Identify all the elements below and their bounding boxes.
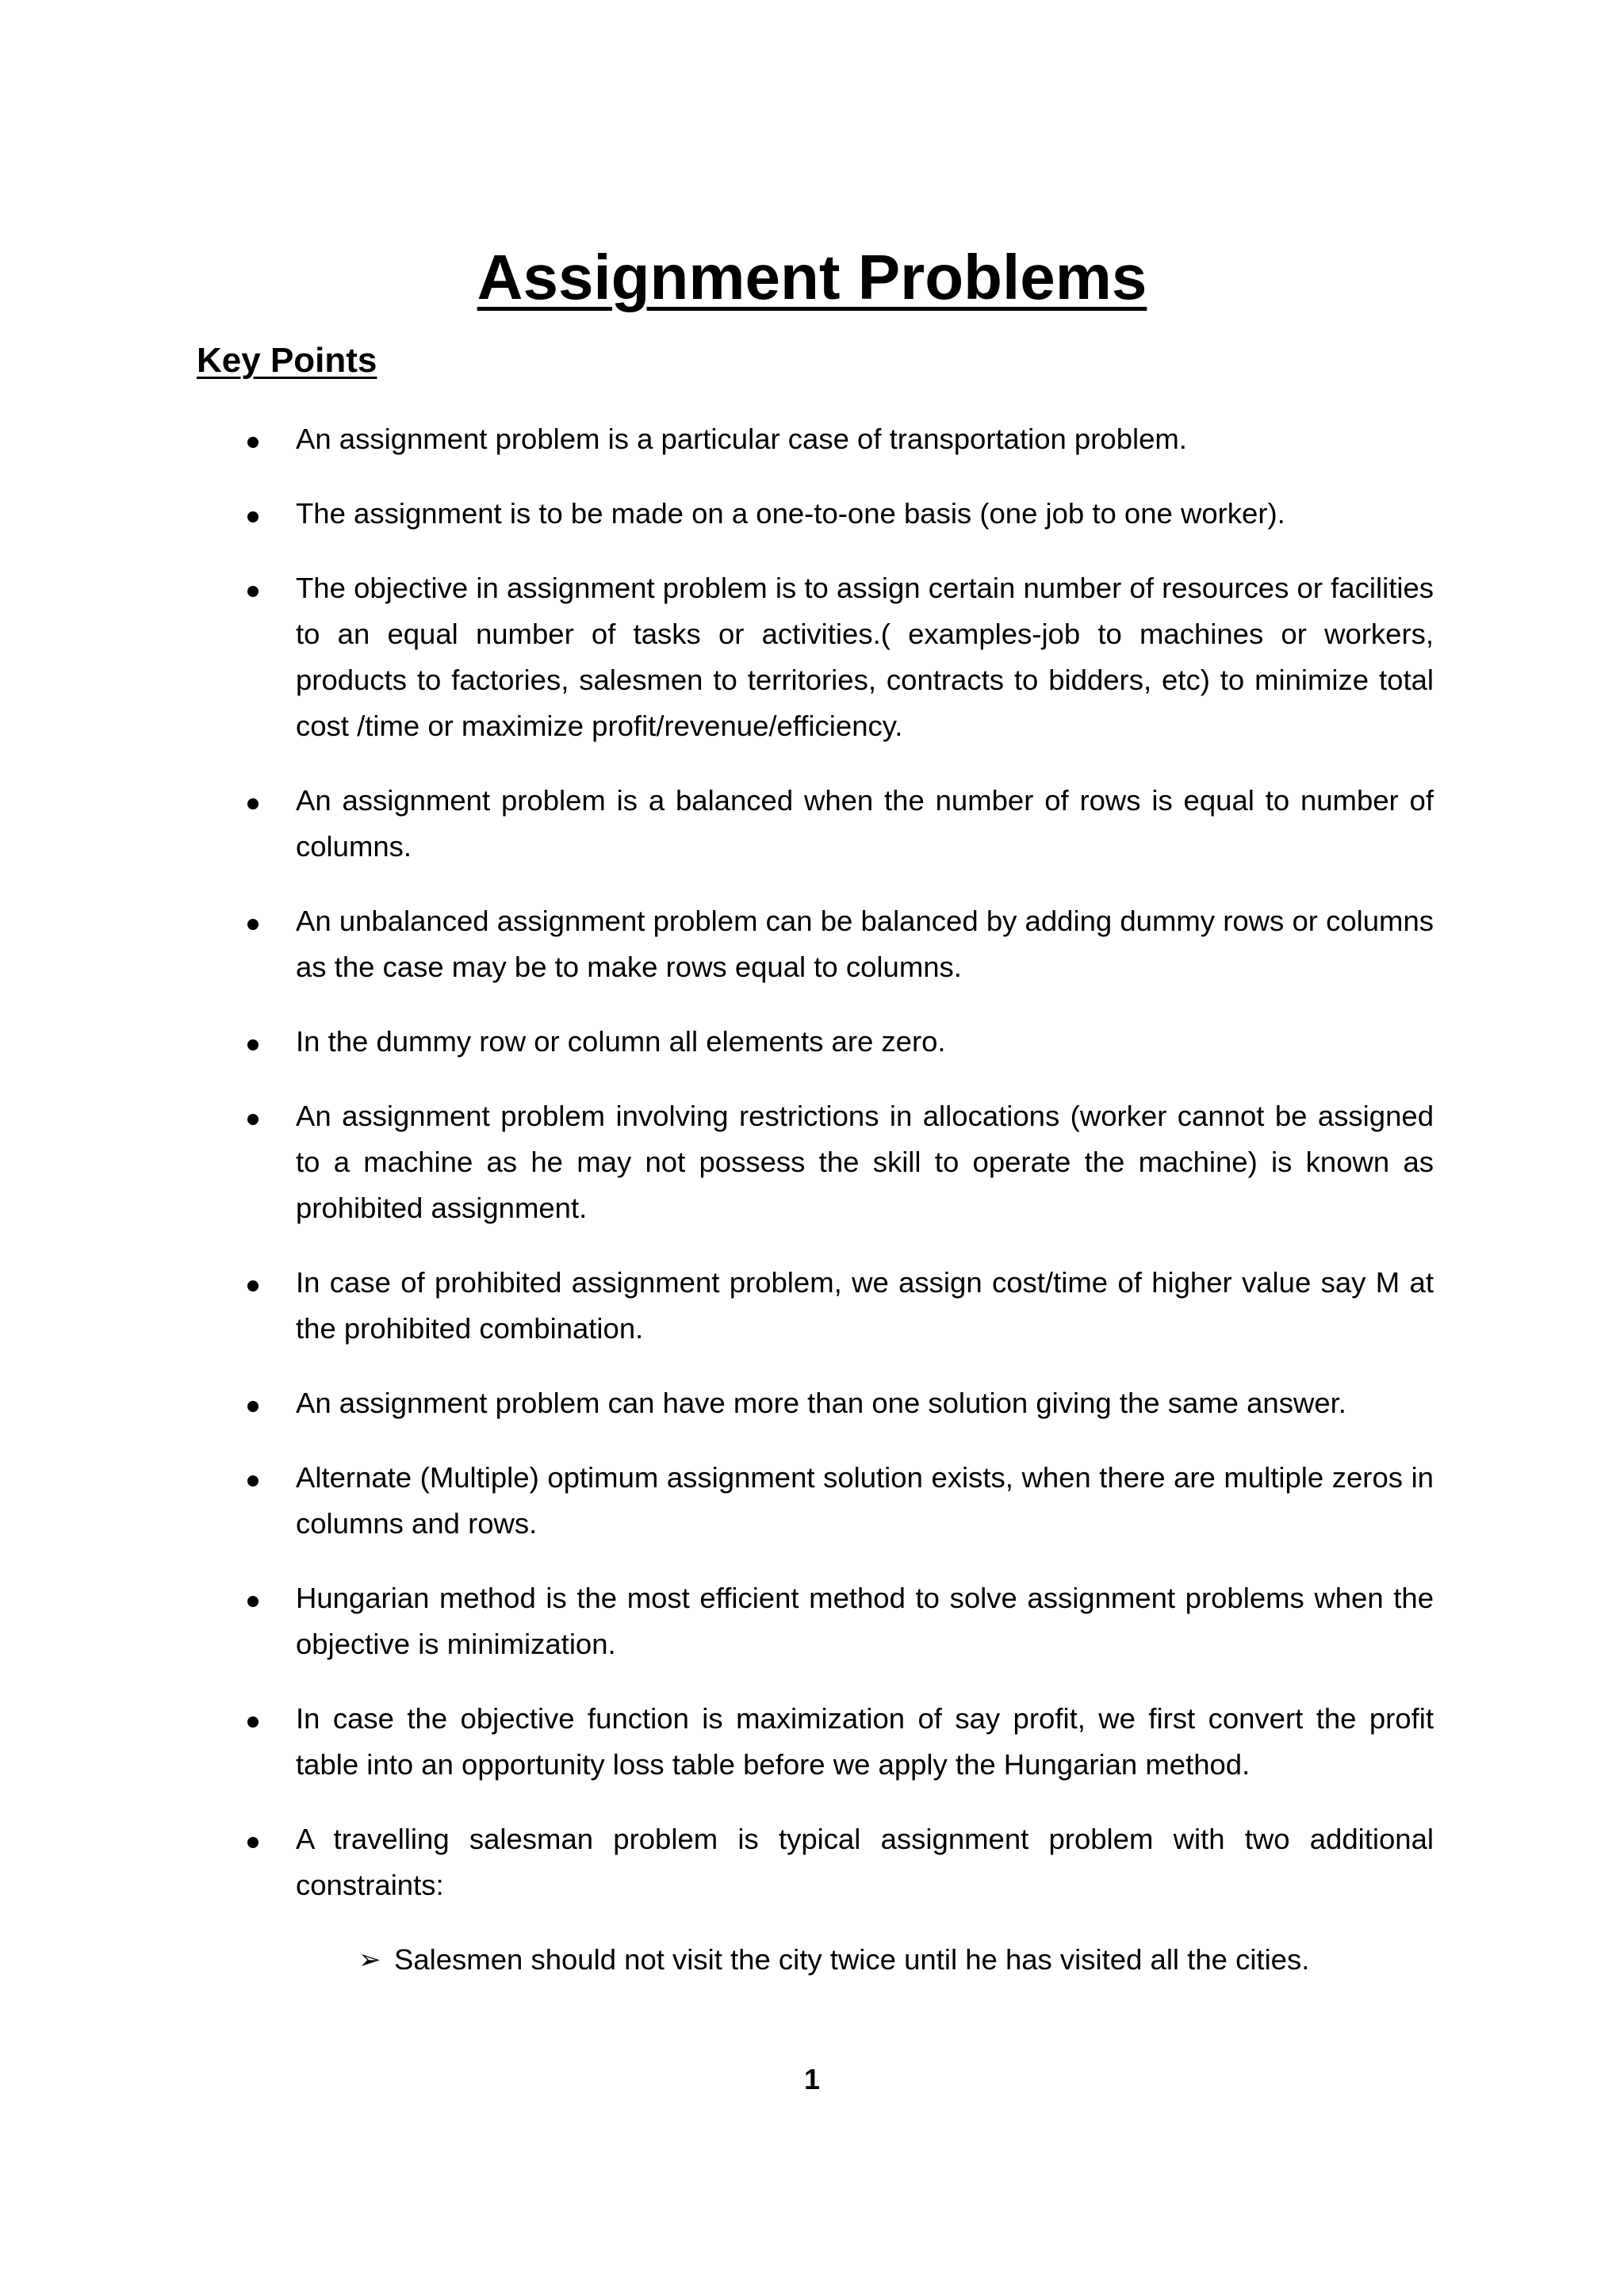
list-item — [0, 1696, 1624, 1788]
bullet-icon — [247, 1114, 259, 1125]
list-item — [0, 416, 1624, 462]
list-item-text: A travelling salesman problem is typical assignment problem with two additional constraints: — [296, 1823, 1434, 1901]
page-number: 1 — [803, 2063, 821, 2095]
list-item — [0, 565, 1624, 749]
list-item — [0, 1575, 1624, 1667]
bullet-icon — [247, 1716, 259, 1728]
list-item-text: Hungarian method is the most efficient method to solve assignment problems when the objective is minimization. — [296, 1582, 1434, 1660]
sub-points-list — [0, 1937, 1624, 1983]
list-item — [0, 1380, 1624, 1426]
list-item — [0, 1019, 1624, 1065]
list-item-text: The objective in assignment problem is to assign certain number of resources or facilities to an equal number of tasks or activities.( examples-job to machines or workers, products to factories, salesmen to territories, contracts to bidders, etc) to minimize total cost /time or maximize profit/revenue/efficiency. — [296, 572, 1434, 742]
bullet-icon — [247, 1401, 259, 1412]
bullet-icon — [247, 437, 259, 448]
list-item-text: An assignment problem is a particular case of transportation problem. — [296, 423, 1187, 455]
list-item-text: Alternate (Multiple) optimum assignment solution exists, when there are multiple zeros in columns and rows. — [296, 1461, 1434, 1540]
list-item-text: An unbalanced assignment problem can be balanced by adding dummy rows or columns as the case may be to make rows equal to columns. — [296, 905, 1434, 983]
list-item-text: An assignment problem is a balanced when the number of rows is equal to number of columns. — [296, 784, 1434, 863]
list-item-text: In case the objective function is maximization of say profit, we first convert the profit table into an opportunity loss table before we apply the Hungarian method. — [296, 1702, 1434, 1781]
bullet-icon — [247, 919, 259, 930]
bullet-icon — [247, 1475, 259, 1487]
list-item-text: The assignment is to be made on a one-to-one basis (one job to one worker). — [296, 497, 1285, 530]
sub-list-container — [0, 1937, 1624, 1983]
bullet-icon — [247, 798, 259, 809]
bullet-icon — [247, 1837, 259, 1848]
sub-list-item — [0, 1937, 1624, 1983]
list-item — [0, 898, 1624, 990]
list-item-text: An assignment problem can have more than one solution giving the same answer. — [296, 1387, 1346, 1419]
list-item-text: An assignment problem involving restrictions in allocations (worker cannot be assigned to a machine as he may not possess the skill to operate the machine) is known as prohibited assignment. — [296, 1100, 1434, 1224]
bullet-icon — [247, 511, 259, 522]
sub-list-item-text: Salesmen should not visit the city twice until he has visited all the cities. — [394, 1943, 1310, 1976]
list-item-text: In the dummy row or column all elements are zero. — [296, 1025, 946, 1058]
bullet-icon — [247, 1596, 259, 1607]
list-item — [0, 1816, 1624, 1908]
list-item — [0, 1093, 1624, 1231]
list-item — [0, 1455, 1624, 1547]
bullet-icon — [247, 586, 259, 597]
bullet-icon — [247, 1039, 259, 1050]
arrowhead-bullet-icon: ➢ — [358, 1945, 381, 1975]
list-item — [0, 491, 1624, 537]
list-item-text: In case of prohibited assignment problem, we assign cost/time of higher value say M at the prohibited combination. — [296, 1266, 1434, 1345]
key-points-list — [0, 416, 1624, 2011]
list-item — [0, 1260, 1624, 1352]
section-heading-key-points: Key Points — [197, 341, 377, 380]
page-title: Assignment Problems — [477, 242, 1147, 312]
list-item — [0, 778, 1624, 870]
bullet-icon — [247, 1280, 259, 1292]
